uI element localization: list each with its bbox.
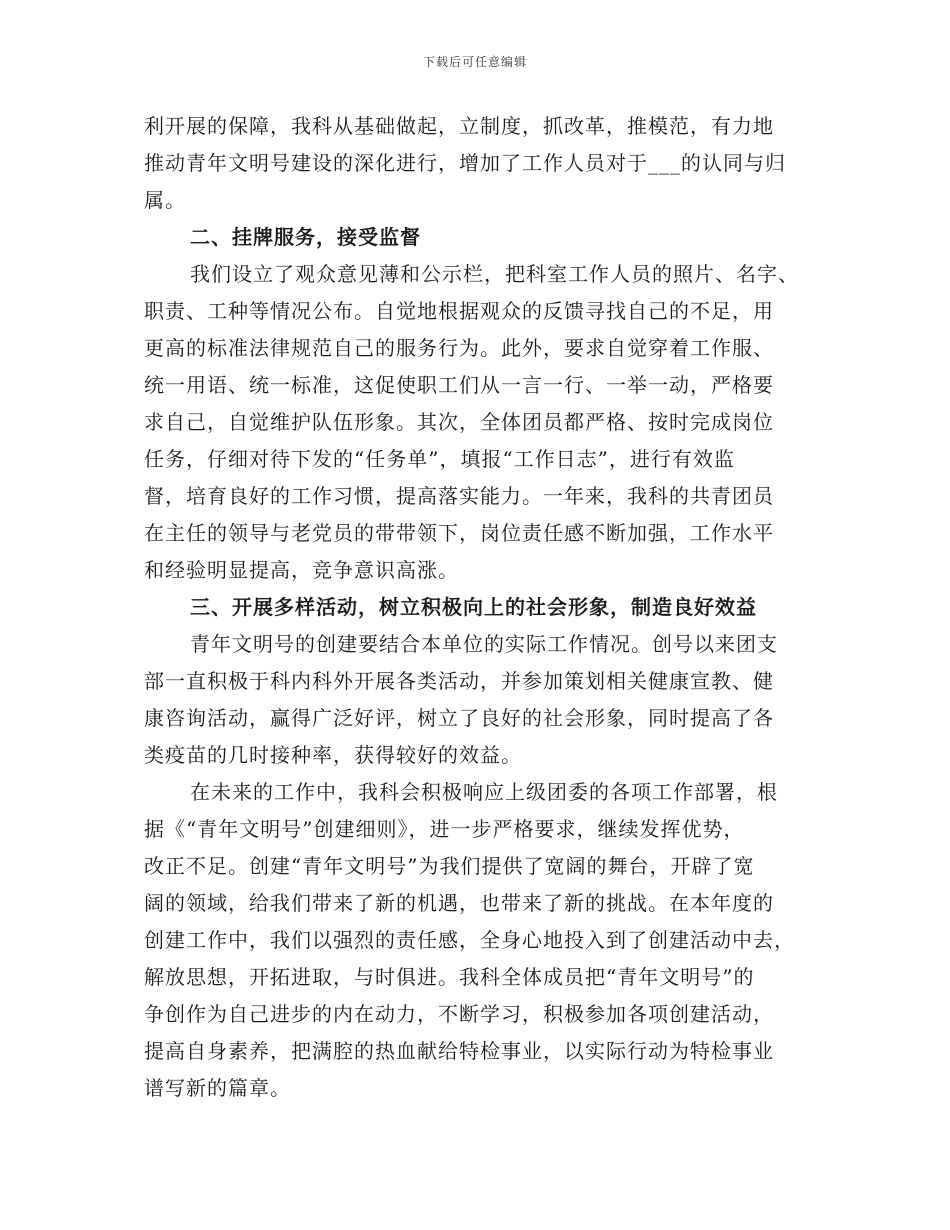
body-line: 更高的标准法律规范自己的服务行为。此外，要求自觉穿着工作服、 (144, 336, 774, 360)
paragraph-start-line: 我们设立了观众意见薄和公示栏，把科室工作人员的照片、名字、 (190, 262, 799, 286)
body-line: 利开展的保障，我科从基础做起，立制度，抓改革，推模范，有力地 (144, 114, 774, 138)
section-heading: 二、挂牌服务，接受监督 (190, 225, 421, 249)
body-line: 在主任的领导与老党员的带带领下，岗位责任感不断加强，工作水平 (144, 521, 774, 545)
body-line: 谱写新的篇章。 (144, 1076, 291, 1100)
body-line: 督，培育良好的工作习惯，提高落实能力。一年来，我科的共青团员 (144, 484, 774, 508)
body-line: 争创作为自己进步的内在动力，不断学习，积极参加各项创建活动， (144, 1002, 774, 1026)
body-line: 类疫苗的几时接种率，获得较好的效益。 (144, 743, 522, 767)
page-header: 下载后可任意编辑 (422, 55, 527, 69)
body-line: 提高自身素养，把满腔的热血献给特检事业，以实际行动为特检事业 (144, 1039, 774, 1063)
document-body (144, 108, 824, 1107)
body-line: 属。 (144, 188, 186, 212)
body-line: 推动青年文明号建设的深化进行，增加了工作人员对于___的认同与归 (144, 151, 786, 175)
body-line: 任务，仔细对待下发的“任务单”，填报“工作日志”，进行有效监 (144, 447, 735, 471)
body-line: 创建工作中，我们以强烈的责任感，全身心地投入到了创建活动中去， (144, 928, 795, 952)
body-line: 和经验明显提高，竞争意识高涨。 (144, 558, 459, 582)
body-line: 统一用语、统一标准，这促使职工们从一言一行、一举一动，严格要 (144, 373, 774, 397)
body-line: 康咨询活动，赢得广泛好评，树立了良好的社会形象，同时提高了各 (144, 706, 774, 730)
body-line: 改正不足。创建“青年文明号”为我们提供了宽阔的舞台，开辟了宽 (144, 854, 755, 878)
section-heading: 三、开展多样活动，树立积极向上的社会形象，制造良好效益 (190, 595, 757, 619)
body-line: 解放思想，开拓进取，与时俱进。我科全体成员把“青年文明号”的 (144, 965, 755, 989)
body-line: 阔的领域，给我们带来了新的机遇，也带来了新的挑战。在本年度的 (144, 891, 774, 915)
paragraph-start-line: 在未来的工作中，我科会积极响应上级团委的各项工作部署，根 (190, 780, 778, 804)
paragraph-start-line: 青年文明号的创建要结合本单位的实际工作情况。创号以来团支 (190, 632, 778, 656)
body-line: 求自己，自觉维护队伍形象。其次，全体团员都严格、按时完成岗位 (144, 410, 774, 434)
body-line: 职责、工种等情况公布。自觉地根据观众的反馈寻找自己的不足，用 (144, 299, 774, 323)
body-line: 部一直积极于科内科外开展各类活动，并参加策划相关健康宣教、健 (144, 669, 774, 693)
body-line: 据《“青年文明号”创建细则》，进一步严格要求，继续发挥优势， (144, 817, 745, 841)
